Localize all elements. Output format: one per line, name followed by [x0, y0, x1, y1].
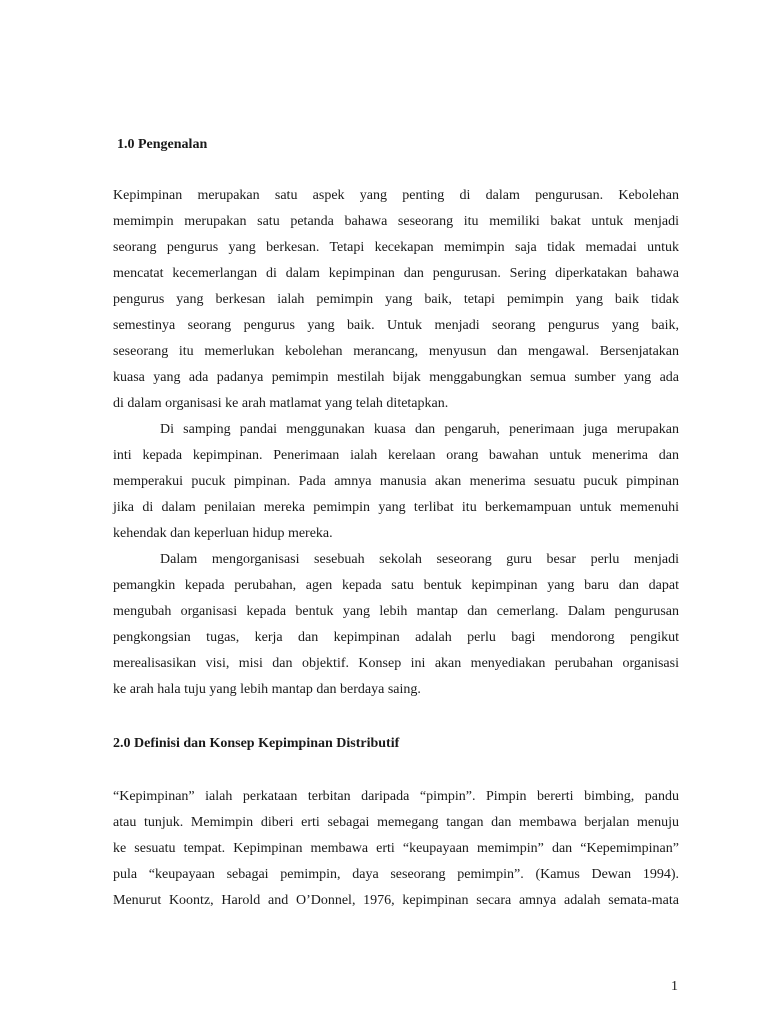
paragraph-line: seorang pengurus yang berkesan. Tetapi kecekapan memimpin saja tidak memadai untuk — [113, 240, 679, 255]
paragraph-line: kehendak dan keperluan hidup mereka. — [113, 526, 333, 541]
paragraph-line: kuasa yang ada padanya pemimpin mestilah bijak menggabungkan semua sumber yang ada — [113, 370, 679, 385]
paragraph-line: pengkongsian tugas, kerja dan kepimpinan adalah perlu bagi mendorong pengikut — [113, 630, 679, 645]
paragraph-line: Dalam mengorganisasi sesebuah sekolah seseorang guru besar perlu menjadi — [160, 552, 679, 567]
paragraph-line: “Kepimpinan” ialah perkataan terbitan daripada “pimpin”. Pimpin bererti bimbing, pandu — [113, 789, 679, 804]
paragraph-line: atau tunjuk. Memimpin diberi erti sebagai memegang tangan dan membawa berjalan menuju — [113, 815, 679, 830]
paragraph-line: di dalam organisasi ke arah matlamat yang telah ditetapkan. — [113, 396, 449, 411]
section-heading-definisi: 2.0 Definisi dan Konsep Kepimpinan Distributif — [113, 736, 400, 751]
paragraph-line: mencatat kecemerlangan di dalam kepimpinan dan pengurusan. Sering diperkatakan bahawa — [113, 266, 679, 281]
paragraph-line: inti kepada kepimpinan. Penerimaan ialah kerelaan orang bawahan untuk menerima dan — [113, 448, 679, 463]
paragraph-line: ke sesuatu tempat. Kepimpinan membawa erti “keupayaan memimpin” dan “Kepemimpinan” — [113, 841, 679, 856]
paragraph-line: ke arah hala tuju yang lebih mantap dan berdaya saing. — [113, 682, 421, 697]
paragraph-line: Menurut Koontz, Harold and O’Donnel, 1976, kepimpinan secara amnya adalah semata-mata — [113, 893, 679, 908]
paragraph-line: semestinya seorang pengurus yang baik. Untuk menjadi seorang pengurus yang baik, — [113, 318, 679, 333]
section-heading-pengenalan: 1.0 Pengenalan — [117, 137, 208, 152]
paragraph-line: jika di dalam penilaian mereka pemimpin yang terlibat itu berkemampuan untuk memenuhi — [113, 500, 679, 515]
paragraph-line: memperakui pucuk pimpinan. Pada amnya manusia akan menerima sesuatu pucuk pimpinan — [113, 474, 679, 489]
paragraph-line: Di samping pandai menggunakan kuasa dan pengaruh, penerimaan juga merupakan — [160, 422, 679, 437]
paragraph-line: memimpin merupakan satu petanda bahawa seseorang itu memiliki bakat untuk menjadi — [113, 214, 679, 229]
paragraph-line: merealisasikan visi, misi dan objektif. Konsep ini akan menyediakan perubahan organisasi — [113, 656, 679, 671]
paragraph-line: pengurus yang berkesan ialah pemimpin yang baik, tetapi pemimpin yang baik tidak — [113, 292, 679, 307]
paragraph-line: pemangkin kepada perubahan, agen kepada satu bentuk kepimpinan yang baru dan dapat — [113, 578, 679, 593]
paragraph-line: seseorang itu memerlukan kebolehan merancang, menyusun dan mengawal. Bersenjatakan — [113, 344, 679, 359]
paragraph-line: Kepimpinan merupakan satu aspek yang penting di dalam pengurusan. Kebolehan — [113, 188, 679, 203]
paragraph-line: mengubah organisasi kepada bentuk yang lebih mantap dan cemerlang. Dalam pengurusan — [113, 604, 679, 619]
page-number: 1 — [671, 979, 678, 994]
paragraph-line: pula “keupayaan sebagai pemimpin, daya seseorang pemimpin”. (Kamus Dewan 1994). — [113, 867, 679, 882]
